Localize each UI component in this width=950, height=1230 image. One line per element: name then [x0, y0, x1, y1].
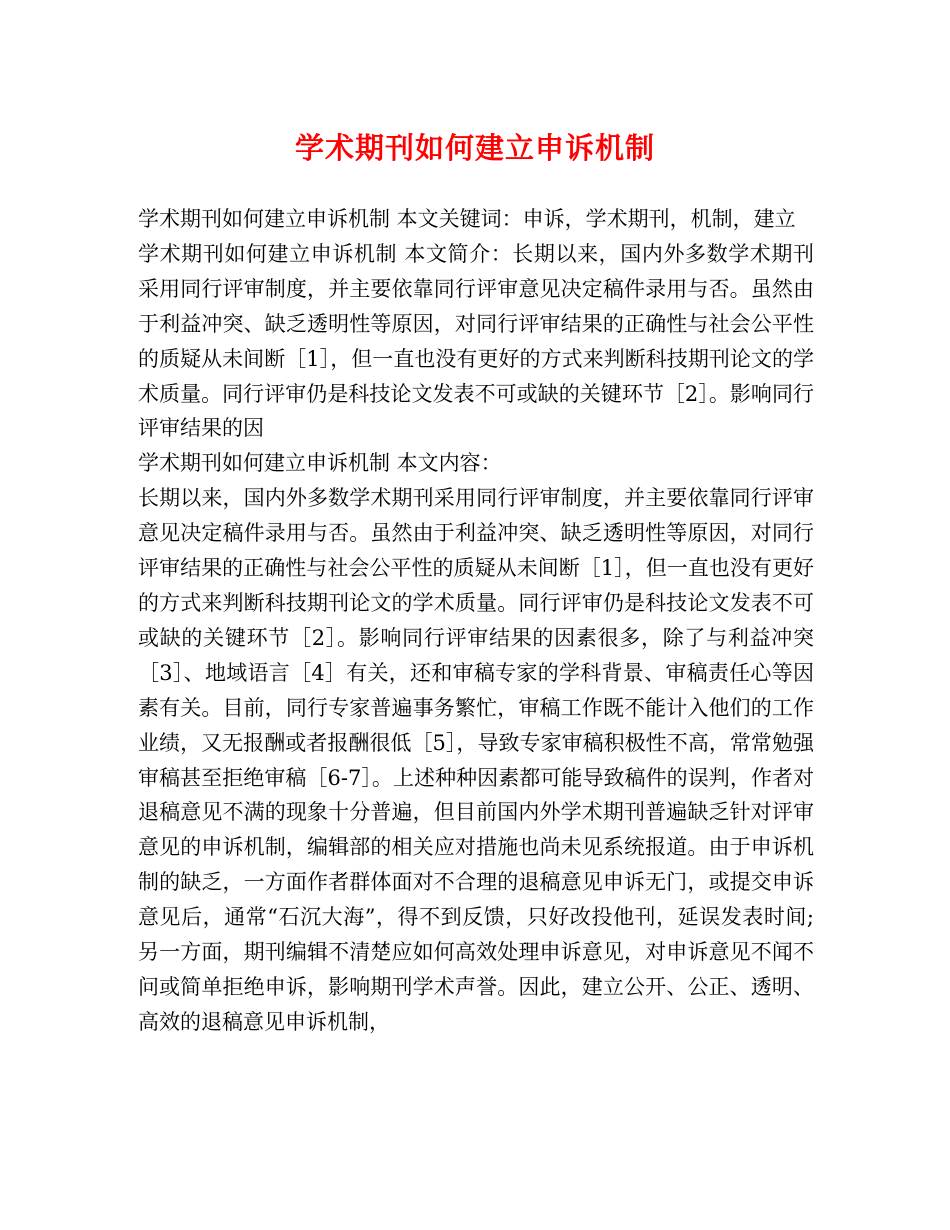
document-body: [138, 202, 814, 1040]
content-paragraph: 长期以来，国内外多数学术期刊采用同行评审制度，并主要依靠同行评审意见决定稿件录用与否。虽然由于利益冲突、缺乏透明性等原因，对同行评审结果的正确性与社会公平性的质疑从未间断［1］，但一直也没有更好的方式来判断科技期刊论文的学术质量。同行评审仍是科技论文发表不可或缺的关键环节［2］。影响同行评审结果的因素很多，除了与利益冲突［3］、地域语言［4］有关，还和审稿专家的学科背景、审稿责任心等因素有关。目前，同行专家普遍事务繁忙，审稿工作既不能计入他们的工作业绩，又无报酬或者报酬很低［5］，导致专家审稿积极性不高，常常勉强审稿甚至拒绝审稿［6-7］。上述种种因素都可能导致稿件的误判，作者对退稿意见不满的现象十分普遍，但目前国内外学术期刊普遍缺乏针对评审意见的申诉机制，编辑部的相关应对措施也尚未见系统报道。由于申诉机制的缺乏，一方面作者群体面对不合理的退稿意见申诉无门，或提交申诉意见后，通常“石沉大海”，得不到反馈，只好改投他刊，延误发表时间;另一方面，期刊编辑不清楚应如何高效处理申诉意见，对申诉意见不闻不问或简单拒绝申诉，影响期刊学术声誉。因此，建立公开、公正、透明、高效的退稿意见申诉机制，: [138, 486, 814, 1034]
keywords-paragraph: 学术期刊如何建立申诉机制 本文关键词：申诉，学术期刊，机制，建立: [138, 207, 796, 231]
content-heading-paragraph: 学术期刊如何建立申诉机制 本文内容：: [138, 451, 502, 476]
document-title: 学术期刊如何建立申诉机制: [294, 131, 655, 165]
summary-paragraph: 学术期刊如何建立申诉机制 本文简介：长期以来，国内外多数学术期刊采用同行评审制度，并主要依靠同行评审意见决定稿件录用与否。虽然由于利益冲突、缺乏透明性等原因，对同行评审结果的正确性与社会公平性的质疑从未间断［1］，但一直也没有更好的方式来判断科技期刊论文的学术质量。同行评审仍是科技论文发表不可或缺的关键环节［2］。影响同行评审结果的因: [138, 241, 814, 441]
